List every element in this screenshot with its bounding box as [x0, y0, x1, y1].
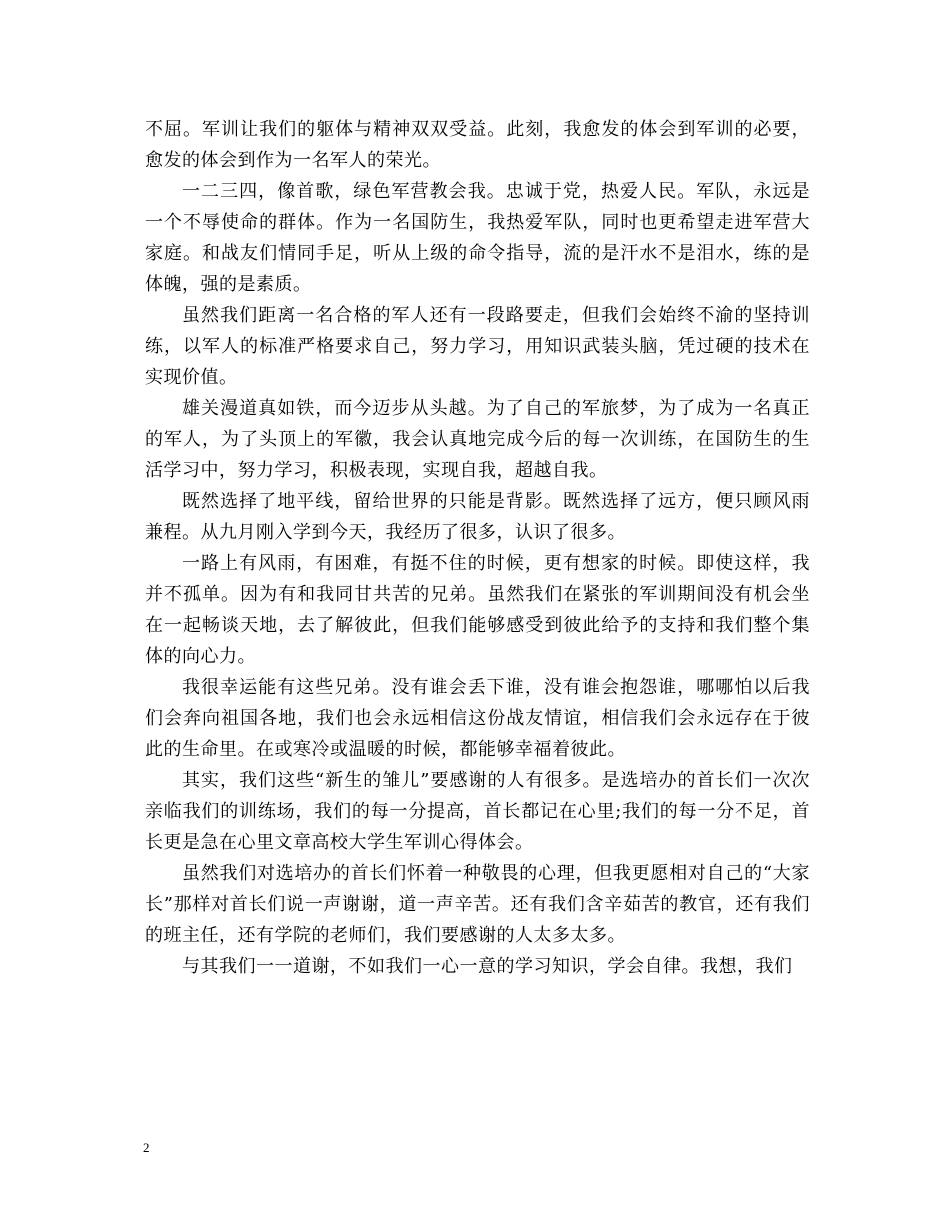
paragraph: 虽然我们距离一名合格的军人还有一段路要走，但我们会始终不渝的坚持训练，以军人的标准严格要求自己，努力学习，用知识武装头脑，凭过硬的技术在实现价值。 — [145, 305, 810, 388]
paragraph: 不屈。军训让我们的躯体与精神双双受益。此刻，我愈发的体会到军训的必要，愈发的体会到作为一名军人的荣光。 — [145, 119, 810, 171]
paragraph: 一二三四，像首歌，绿色军营教会我。忠诚于党，热爱人民。军队，永远是一个不辱使命的群体。作为一名国防生，我热爱军队，同时也更希望走进军营大家庭。和战友们情同手足，听从上级的命令指导，流的是汗水不是泪水，练的是体魄，强的是素质。 — [145, 181, 810, 295]
paragraph: 雄关漫道真如铁，而今迈步从头越。为了自己的军旅梦，为了成为一名真正的军人，为了头顶上的军徽，我会认真地完成今后的每一次训练，在国防生的生活学习中，努力学习，积极表现，实现自我，超越自我。 — [145, 398, 810, 481]
paragraph: 与其我们一一道谢，不如我们一心一意的学习知识，学会自律。我想，我们 — [182, 956, 793, 977]
paragraph: 我很幸运能有这些兄弟。没有谁会丢下谁，没有谁会抱怨谁，哪哪怕以后我们会奔向祖国各地，我们也会永远相信这份战友情谊，相信我们会永远存在于彼此的生命里。在或寒冷或温暖的时候，都能够幸福着彼此。 — [145, 677, 810, 760]
paragraph: 既然选择了地平线，留给世界的只能是背影。既然选择了远方，便只顾风雨兼程。从九月刚入学到今天，我经历了很多，认识了很多。 — [145, 491, 810, 543]
page-number: 2 — [143, 1140, 150, 1155]
paragraph: 其实，我们这些“新生的雏儿”要感谢的人有很多。是选培办的首长们一次次亲临我们的训练场，我们的每一分提高，首长都记在心里;我们的每一分不足，首长更是急在心里文章高校大学生军训心得体会。 — [145, 770, 810, 853]
paragraph: 一路上有风雨，有困难，有挺不住的时候，更有想家的时候。即使这样，我并不孤单。因为有和我同甘共苦的兄弟。虽然我们在紧张的军训期间没有机会坐在一起畅谈天地，去了解彼此，但我们能够感受到彼此给予的支持和我们整个集体的向心力。 — [145, 553, 810, 667]
paragraph: 虽然我们对选培办的首长们怀着一种敬畏的心理，但我更愿相对自己的“大家长”那样对首长们说一声谢谢，道一声辛苦。还有我们含辛茹苦的教官，还有我们的班主任，还有学院的老师们，我们要感谢的人太多太多。 — [145, 863, 810, 946]
page-body — [145, 114, 810, 982]
